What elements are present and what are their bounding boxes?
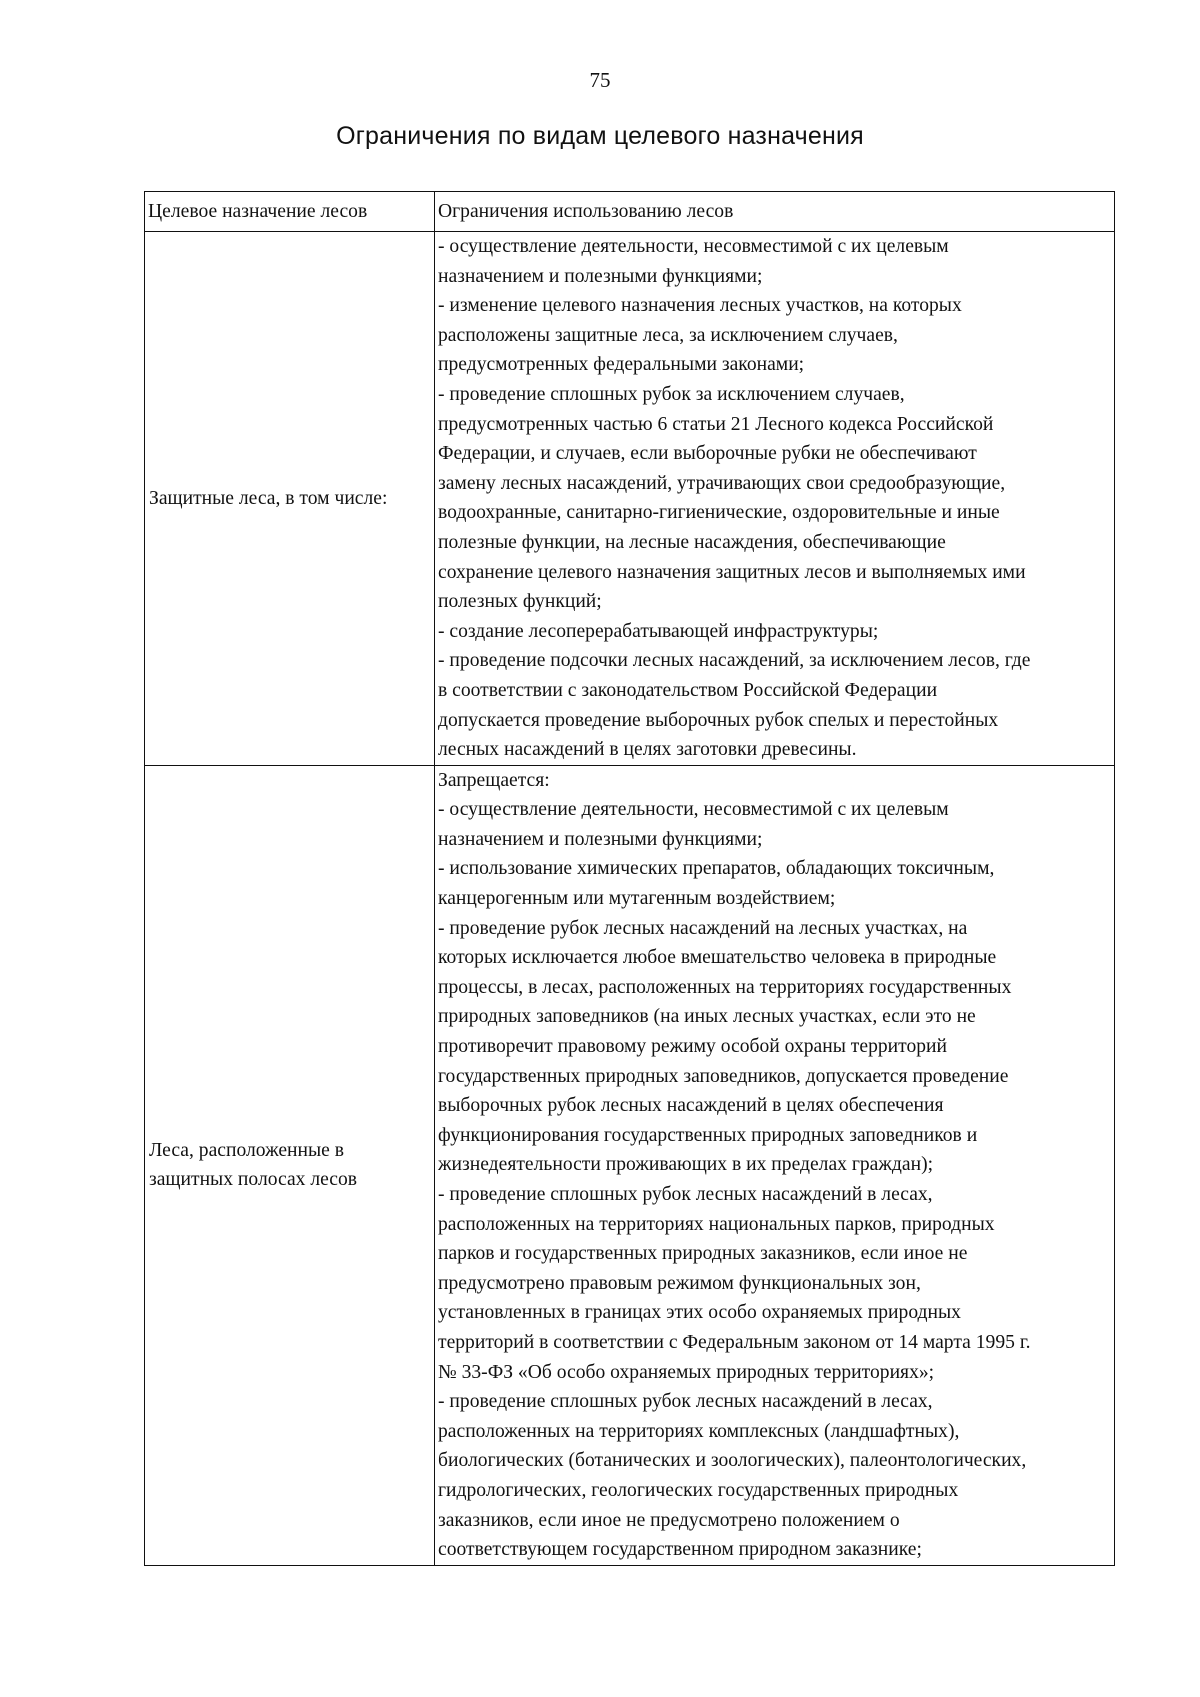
table-row — [145, 765, 1115, 1565]
restrictions-cell — [435, 232, 1115, 766]
restriction-text-line: биологических (ботанических и зоологических), палеонтологических, — [438, 1450, 1027, 1472]
restriction-text-line: № 33-ФЗ «Об особо охраняемых природных территориях»; — [438, 1361, 935, 1383]
restriction-text-line: расположенных на территориях национальных парков, природных — [438, 1213, 995, 1235]
restriction-text-line: предусмотрено правовым режимом функциональных зон, — [438, 1272, 921, 1294]
restriction-text-line: предусмотренных частью 6 статьи 21 Лесного кодекса Российской — [438, 413, 994, 435]
restrictions-cell — [435, 765, 1115, 1565]
restriction-text-line: парков и государственных природных заказников, если иное не — [438, 1243, 968, 1265]
restriction-text-line: Федерации, и случаев, если выборочные рубки не обеспечивают — [438, 443, 977, 465]
restriction-text-line: - проведение сплошных рубок за исключением случаев, — [438, 383, 905, 405]
restriction-text-line: - изменение целевого назначения лесных участков, на которых — [438, 295, 962, 317]
restriction-text-line: лесных насаждений в целях заготовки древесины. — [438, 739, 857, 761]
restriction-text-line: функционирования государственных природных заповедников и — [438, 1124, 978, 1146]
restriction-text-line: - проведение сплошных рубок лесных насаждений в лесах, — [438, 1184, 933, 1205]
restriction-text-line: назначением и полезными функциями; — [438, 828, 763, 850]
restriction-text-line: противоречит правовому режиму особой охраны территорий — [438, 1036, 948, 1058]
restriction-text-line: гидрологических, геологических государственных природных — [438, 1479, 959, 1501]
restriction-text-line: допускается проведение выборочных рубок спелых и перестойных — [438, 709, 999, 731]
restriction-text-line: - создание лесоперерабатывающей инфраструктуры; — [438, 620, 879, 642]
restriction-text-line: водоохранные, санитарно-гигиенические, оздоровительные и иные — [438, 502, 1000, 524]
restriction-text-line: жизнедеятельности проживающих в их пределах граждан); — [438, 1154, 934, 1176]
page-title: Ограничения по видам целевого назначения — [336, 122, 864, 150]
restriction-text-line: - проведение подсочки лесных насаждений, за исключением лесов, где — [438, 650, 1031, 672]
restriction-text-line: сохранение целевого назначения защитных лесов и выполняемых ими — [438, 561, 1026, 583]
restriction-text-line: природных заповедников (на иных лесных участках, если это не — [438, 1006, 976, 1028]
restriction-text-line: - осуществление деятельности, несовместимой с их целевым — [438, 799, 949, 821]
restriction-text-line: замену лесных насаждений, утрачивающих свои средообразующие, — [438, 472, 1006, 494]
restriction-text-line: заказников, если иное не предусмотрено положением о — [438, 1509, 900, 1531]
restriction-text-line: - проведение сплошных рубок лесных насаждений в лесах, — [438, 1391, 933, 1413]
purpose-text-line: Леса, расположенные в — [149, 1139, 345, 1161]
restriction-text-line: процессы, в лесах, расположенных на территориях государственных — [438, 976, 1012, 998]
restriction-text-line: государственных природных заповедников, допускается проведение — [438, 1065, 1009, 1087]
restriction-text-line: назначением и полезными функциями; — [438, 265, 763, 287]
header-use-restrictions: Ограничения использованию лесов — [435, 192, 1115, 232]
restriction-text-line: - использование химических препаратов, обладающих токсичным, — [438, 858, 995, 880]
restriction-text-line: территорий в соответствии с Федеральным законом от 14 марта 1995 г. — [438, 1331, 1031, 1353]
restriction-text-line: канцерогенным или мутагенным воздействием; — [438, 888, 836, 910]
restriction-text-line: - проведение рубок лесных насаждений на лесных участках, на — [438, 917, 968, 939]
purpose-text-line: защитных полосах лесов — [149, 1169, 358, 1191]
restriction-text-line: установленных в границах этих особо охраняемых природных — [438, 1302, 961, 1324]
table-row — [145, 232, 1115, 766]
purpose-text-line: Защитные леса, в том числе: — [149, 487, 388, 509]
restriction-text-line: - осуществление деятельности, несовместимой с их целевым — [438, 236, 949, 257]
restriction-text-line: расположенных на территориях комплексных (ландшафтных), — [438, 1420, 960, 1442]
restriction-text-line: которых исключается любое вмешательство человека в природные — [438, 947, 997, 969]
forest-purpose-cell — [145, 765, 435, 1565]
table-header-row — [145, 192, 1115, 232]
restriction-text-line: соответствующем государственном природном заказнике; — [438, 1539, 922, 1561]
restriction-text-line: Запрещается: — [438, 769, 550, 791]
restrictions-table — [144, 191, 1115, 1566]
header-forest-purpose: Целевое назначение лесов — [145, 192, 435, 232]
restriction-text-line: полезных функций; — [438, 591, 602, 613]
restriction-text-line: выборочных рубок лесных насаждений в целях обеспечения — [438, 1095, 944, 1117]
restriction-text-line: в соответствии с законодательством Российской Федерации — [438, 679, 938, 701]
forest-purpose-cell — [145, 232, 435, 766]
page-number: 75 — [589, 68, 611, 92]
restriction-text-line: предусмотренных федеральными законами; — [438, 354, 805, 376]
restriction-text-line: расположены защитные леса, за исключением случаев, — [438, 324, 898, 346]
restriction-text-line: полезные функции, на лесные насаждения, обеспечивающие — [438, 531, 946, 553]
